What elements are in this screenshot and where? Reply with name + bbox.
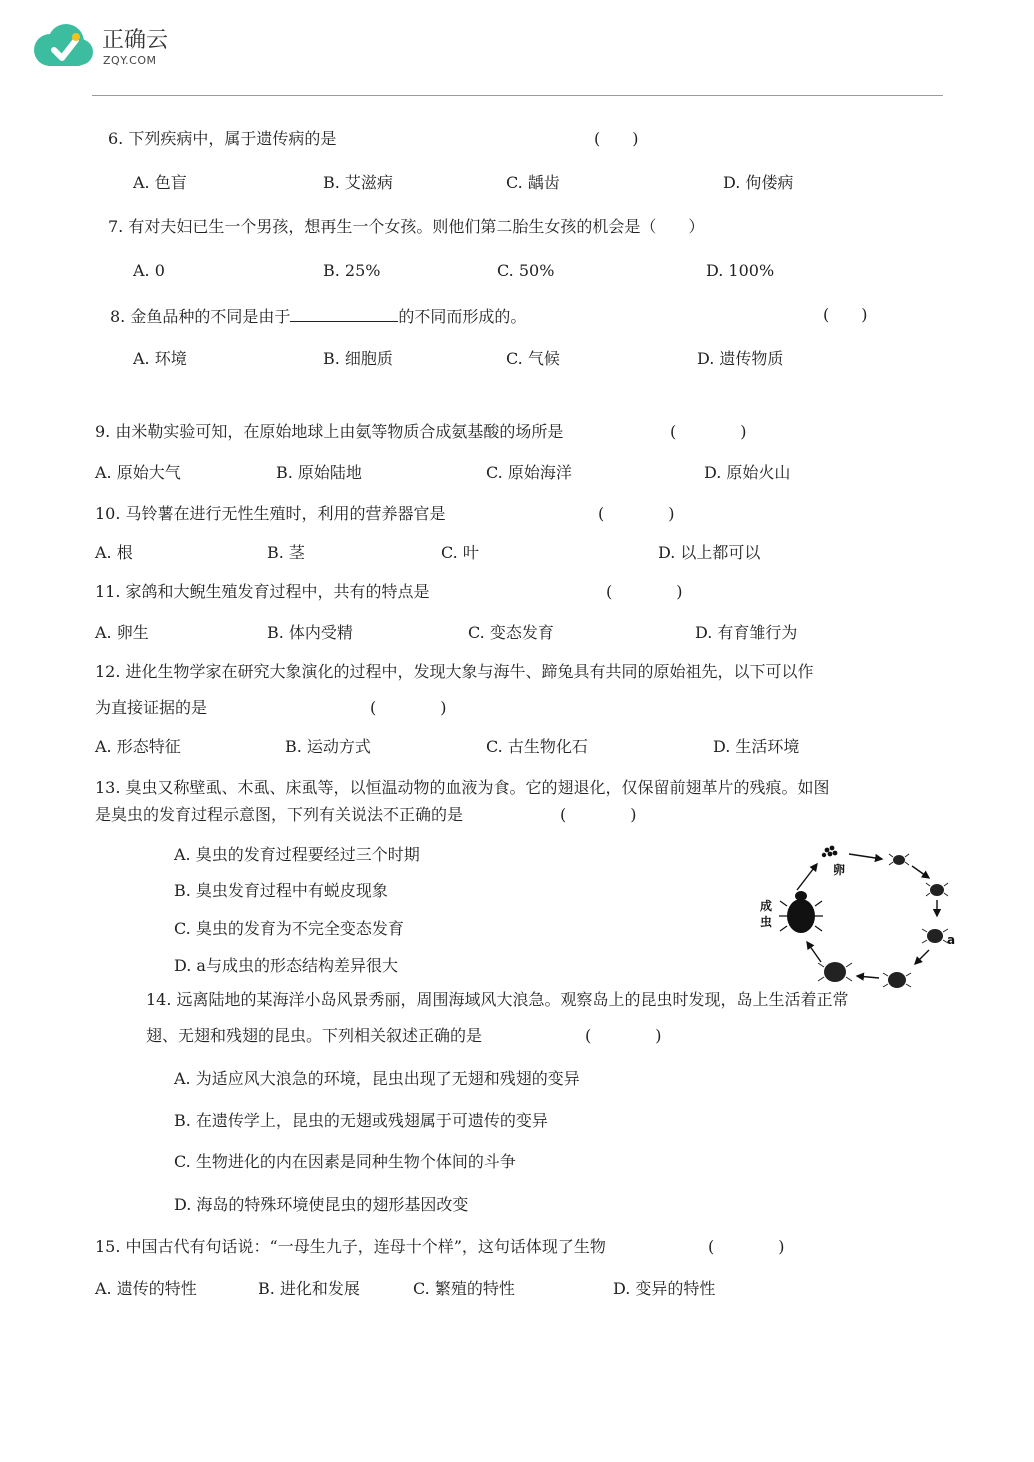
stem-after: 的不同而形成的。 (398, 307, 527, 326)
option-c: C. 气候 (506, 349, 560, 368)
stage-a-label: a (947, 933, 956, 947)
option-a: A. 为适应风大浪急的环境，昆虫出现了无翅和残翅的变异 (174, 1069, 580, 1088)
option-d: D. 变异的特性 (613, 1279, 716, 1298)
adult-label-2: 虫 (760, 915, 773, 929)
answer-paren: ( ) (585, 1026, 662, 1045)
option-d: D. 遗传物质 (697, 349, 784, 368)
question-stem (110, 307, 526, 325)
option-b: B. 细胞质 (323, 349, 393, 368)
option-a: A. 形态特征 (95, 737, 181, 756)
option-a: A. 色盲 (133, 173, 187, 192)
cycle-arrow (912, 866, 929, 878)
question-stem-line-1: 13. 臭虫又称壁虱、木虱、床虱等，以恒温动物的血液为食。它的翅退化，仅保留前翅革片的残痕。如图 (95, 778, 830, 797)
option-c: C. 龋齿 (506, 173, 560, 192)
cycle-arrow (807, 942, 821, 962)
option-a: A. 0 (133, 261, 165, 280)
question-stem: 6. 下列疾病中，属于遗传病的是 (108, 129, 337, 148)
option-d: D. 生活环境 (713, 737, 800, 756)
option-a: A. 环境 (133, 349, 187, 368)
header-divider (92, 95, 943, 96)
option-d: D. 以上都可以 (658, 543, 761, 562)
nymph-5-icon (818, 962, 852, 982)
answer-paren: ( ) (560, 805, 637, 824)
cycle-arrow (915, 950, 929, 964)
option-c: C. 繁殖的特性 (413, 1279, 515, 1298)
egg-label: 卵 (833, 863, 846, 877)
nymph-2-icon (926, 883, 948, 896)
option-b: B. 茎 (267, 543, 305, 562)
option-b: B. 进化和发展 (258, 1279, 360, 1298)
option-b: B. 臭虫发育过程中有蜕皮现象 (174, 881, 388, 900)
option-b: B. 在遗传学上，昆虫的无翅或残翅属于可遗传的变异 (174, 1111, 548, 1130)
option-b: B. 艾滋病 (323, 173, 393, 192)
option-a: A. 根 (95, 543, 133, 562)
answer-paren: ( ) (670, 422, 747, 441)
answer-paren: ( ) (594, 129, 639, 148)
option-d: D. 100% (706, 261, 775, 280)
question-stem: 9. 由米勒实验可知，在原始地球上由氨等物质合成氨基酸的场所是 (95, 422, 564, 441)
question-stem-line-2: 是臭虫的发育过程示意图，下列有关说法不正确的是 (95, 805, 464, 824)
bedbug-life-cycle-figure (757, 838, 962, 998)
fill-in-blank (290, 307, 398, 322)
question-stem: 15. 中国古代有句话说：“一母生九子，连母十个样”，这句话体现了生物 (95, 1237, 606, 1256)
option-a: A. 卵生 (95, 623, 149, 642)
question-stem-line-2: 翅、无翅和残翅的昆虫。下列相关叙述正确的是 (146, 1026, 483, 1045)
option-b: B. 25% (323, 261, 381, 280)
nymph-a-icon (922, 929, 948, 943)
question-stem-line-2: 为直接证据的是 (95, 698, 208, 717)
option-a: A. 臭虫的发育过程要经过三个时期 (174, 845, 420, 864)
cycle-arrow (849, 854, 882, 859)
cycle-arrow (797, 864, 817, 890)
option-c: C. 生物进化的内在因素是同种生物个体间的斗争 (174, 1152, 516, 1171)
question-stem: 7. 有对夫妇已生一个男孩，想再生一个女孩。则他们第二胎生女孩的机会是（ ） (108, 217, 705, 236)
option-d: D. 佝偻病 (723, 173, 794, 192)
answer-paren: ( ) (708, 1237, 785, 1256)
logo-domain: ZQY.COM (103, 54, 157, 67)
stem-before: 8. 金鱼品种的不同是由于 (110, 307, 291, 326)
option-b: B. 原始陆地 (276, 463, 362, 482)
option-b: B. 运动方式 (285, 737, 371, 756)
nymph-4-icon (883, 972, 911, 988)
answer-paren: ( ) (598, 504, 675, 523)
option-c: C. 50% (497, 261, 555, 280)
option-d: D. 原始火山 (704, 463, 791, 482)
option-b: B. 体内受精 (267, 623, 353, 642)
question-stem: 11. 家鸽和大鲵生殖发育过程中，共有的特点是 (95, 582, 430, 601)
option-a: A. 原始大气 (95, 463, 181, 482)
option-d: D. 有育雏行为 (695, 623, 798, 642)
adult-bedbug-icon (779, 891, 823, 933)
option-c: C. 臭虫的发育为不完全变态发育 (174, 919, 404, 938)
answer-paren: ( ) (823, 305, 868, 324)
egg-cluster-icon (822, 846, 838, 858)
option-c: C. 原始海洋 (486, 463, 572, 482)
logo-text: 正确云 (102, 28, 169, 53)
option-a: A. 遗传的特性 (95, 1279, 197, 1298)
option-d: D. 海岛的特殊环境使昆虫的翅形基因改变 (174, 1195, 469, 1214)
answer-paren: ( ) (370, 698, 447, 717)
option-c: C. 古生物化石 (486, 737, 588, 756)
option-c: C. 变态发育 (468, 623, 554, 642)
nymph-1-icon (889, 854, 909, 865)
cycle-arrow (857, 976, 879, 978)
question-stem-line-1: 12. 进化生物学家在研究大象演化的过程中，发现大象与海牛、蹄兔具有共同的原始祖先，以下可以作 (95, 662, 814, 681)
option-c: C. 叶 (441, 543, 479, 562)
zqy-logo-icon (30, 22, 96, 72)
option-d: D. a与成虫的形态结构差异很大 (174, 956, 398, 975)
question-stem-line-1: 14. 远离陆地的某海洋小岛风景秀丽，周围海域风大浪急。观察岛上的昆虫时发现，岛上生活着正常 (146, 990, 849, 1009)
adult-label-1: 成 (760, 899, 773, 913)
question-stem: 10. 马铃薯在进行无性生殖时，利用的营养器官是 (95, 504, 446, 523)
answer-paren: ( ) (606, 582, 683, 601)
